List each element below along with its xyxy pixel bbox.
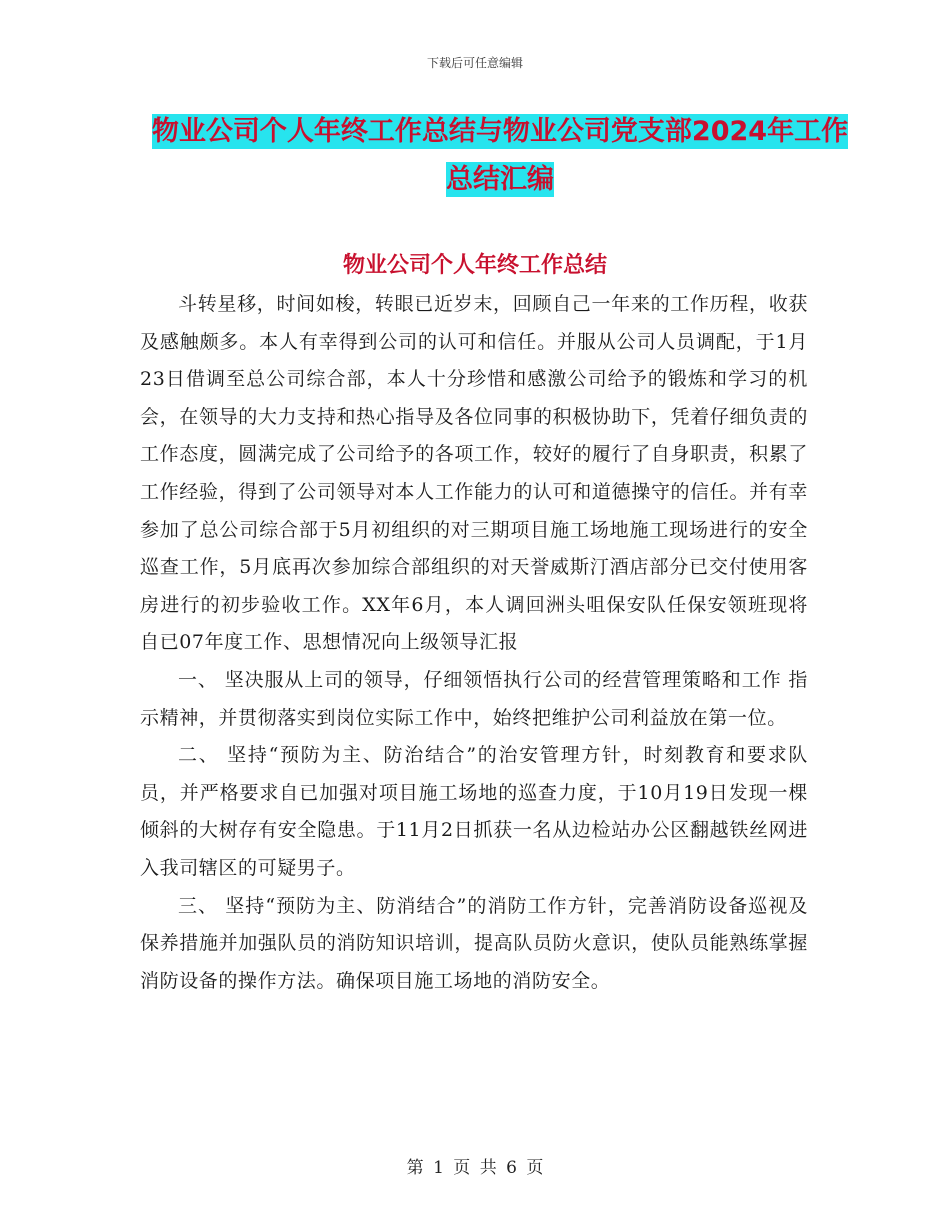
page-number: 第 1 页 共 6 页 (406, 1158, 544, 1178)
section-title: 物业公司个人年终工作总结 (342, 253, 607, 278)
paragraph-item-1: 一、 坚决服从上司的领导，仔细领悟执行公司的经营管理策略和工作 指示精神，并贯彻落实到岗位实际工作中，始终把维护公司利益放在第一位。 (140, 668, 808, 729)
paragraph-item-3: 三、 坚持“预防为主、防消结合”的消防工作方针，完善消防设备巡视及保养措施并加强队员的消防知识培训，提高队员防火意识，使队员能熟练掌握消防设备的操作方法。确保项目施工场地的消防安全。 (140, 894, 808, 992)
document-title-text: 物业公司个人年终工作总结与物业公司党支部2024年工作总结汇编 (151, 116, 849, 195)
document-body (140, 286, 808, 1000)
paragraph-item-2: 二、 坚持“预防为主、防治结合”的治安管理方针，时刻教育和要求队员，并严格要求自已加强对项目施工场地的巡查力度，于10月19日发现一棵倾斜的大树存有安全隐患。于11月2日抓获一名从边检站办公区翻越铁丝网进入我司辖区的可疑男子。 (140, 744, 808, 879)
document-title (140, 108, 860, 204)
header-note: 下载后可任意编辑 (426, 56, 523, 70)
paragraph-intro: 斗转星移，时间如梭，转眼已近岁末，回顾自己一年来的工作历程，收获及感触颇多。本人有幸得到公司的认可和信任。并服从公司人员调配，于1月23日借调至总公司综合部，本人十分珍惜和感激公司给予的锻炼和学习的机会，在领导的大力支持和热心指导及各位同事的积极协助下，凭着仔细负责的工作态度，圆满完成了公司给予的各项工作，较好的履行了自身职责，积累了工作经验，得到了公司领导对本人工作能力的认可和道德操守的信任。并有幸参加了总公司综合部于5月初组织的对三期项目施工场地施工现场进行的安全巡查工作，5月底再次参加综合部组织的对天誉威斯汀酒店部分已交付使用客房进行的初步验收工作。XX年6月，本人调回洲头咀保安队任保安领班现将自已07年度工作、思想情况向上级领导汇报 (140, 293, 808, 654)
